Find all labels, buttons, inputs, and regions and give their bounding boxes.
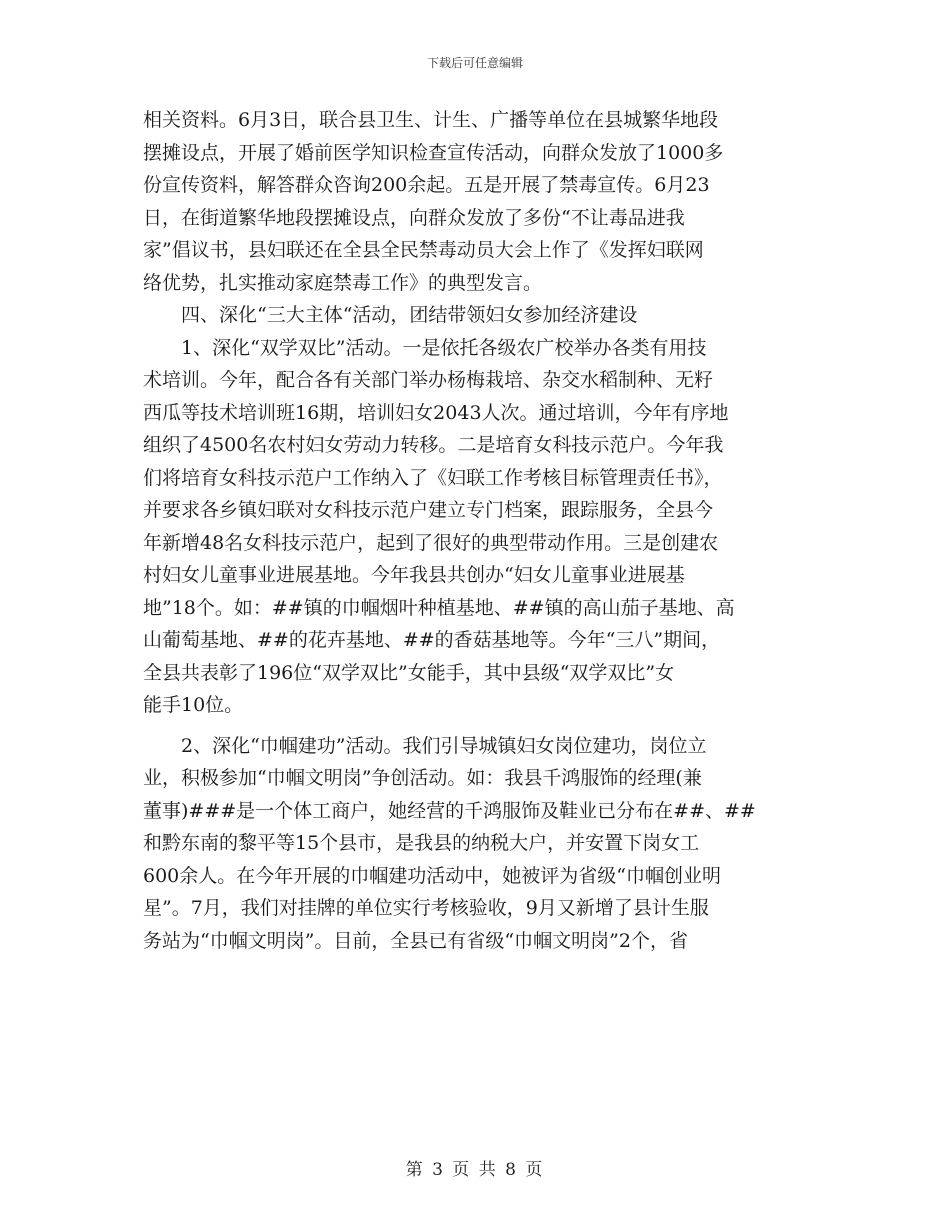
text-line: 份宣传资料，解答群众咨询200余起。五是开展了禁毒宣传。6月23 [143,174,710,196]
document-body [143,104,813,957]
text-line: 地”18个。如：##镇的巾帼烟叶种植基地、##镇的高山茄子基地、高 [143,596,735,619]
text-line: 和黔东南的黎平等15个县市，是我县的纳税大户，并安置下岗女工 [143,832,700,854]
text-line: 相关资料。6月3日，联合县卫生、计生、广播等单位在县城繁华地段 [143,109,719,131]
paragraph [143,104,813,299]
text-line: 山葡萄基地、##的花卉基地、##的香菇基地等。今年“三八”期间， [143,629,721,651]
text-line: 1、深化“双学双比”活动。一是依托各级农广校举办各类有用技 [181,336,707,359]
page-header: 下载后可任意编辑 [426,56,523,70]
text-line: 能手10位。 [143,694,244,716]
text-line: 2、深化“巾帼建功”活动。我们引导城镇妇女岗位建功，岗位立 [181,734,707,757]
paragraph [143,332,813,722]
text-line: 并要求各乡镇妇联对女科技示范户建立专门档案，跟踪服务，全县今 [143,499,714,521]
page-footer: 第 3 页 共 8 页 [405,1160,545,1180]
text-line: 600余人。在今年开展的巾帼建功活动中，她被评为省级“巾帼创业明 [143,864,721,887]
paragraph [143,730,813,958]
text-line: 术培训。今年，配合各有关部门举办杨梅栽培、杂交水稻制种、无籽 [143,369,714,391]
text-line: 日，在街道繁华地段摆摊设点，向群众发放了多份“不让毒品进我 [143,206,685,229]
text-line: 年新增48名女科技示范户，起到了很好的典型带动作用。三是创建农 [143,531,719,554]
text-line: 西瓜等技术培训班16期，培训妇女2043人次。通过培训，今年有序地 [143,401,729,424]
text-line: 络优势，扎实推动家庭禁毒工作》的典型发言。 [143,271,543,294]
text-line: 星”。7月，我们对挂牌的单位实行考核验收，9月又新增了县计生服 [143,897,709,919]
text-line: 们将培育女科技示范户工作纳入了《妇联工作考核目标管理责任书》， [143,466,723,489]
text-line: 组织了4500名农村妇女劳动力转移。二是培育女科技示范户。今年我 [143,434,724,456]
paragraph [143,299,813,332]
text-line: 董事)###是一个体工商户，她经营的千鸿服饰及鞋业已分布在##、## [143,799,756,822]
text-line: 务站为“巾帼文明岗”。目前，全县已有省级“巾帼文明岗”2个，省 [143,929,688,952]
text-line: 摆摊设点，开展了婚前医学知识检查宣传活动，向群众发放了1000多 [143,141,724,164]
text-line: 业，积极参加“巾帼文明岗”争创活动。如：我县千鸿服饰的经理(兼 [143,767,702,789]
text-line: 四、深化“三大主体“活动，团结带领妇女参加经济建设 [181,304,638,326]
text-line: 全县共表彰了196位“双学双比”女能手，其中县级“双学双比”女 [143,661,675,684]
text-line: 村妇女儿童事业进展基地。今年我县共创办“妇女儿童事业进展基 [143,564,685,586]
text-line: 家”倡议书，县妇联还在全县全民禁毒动员大会上作了《发挥妇联网 [143,239,704,261]
